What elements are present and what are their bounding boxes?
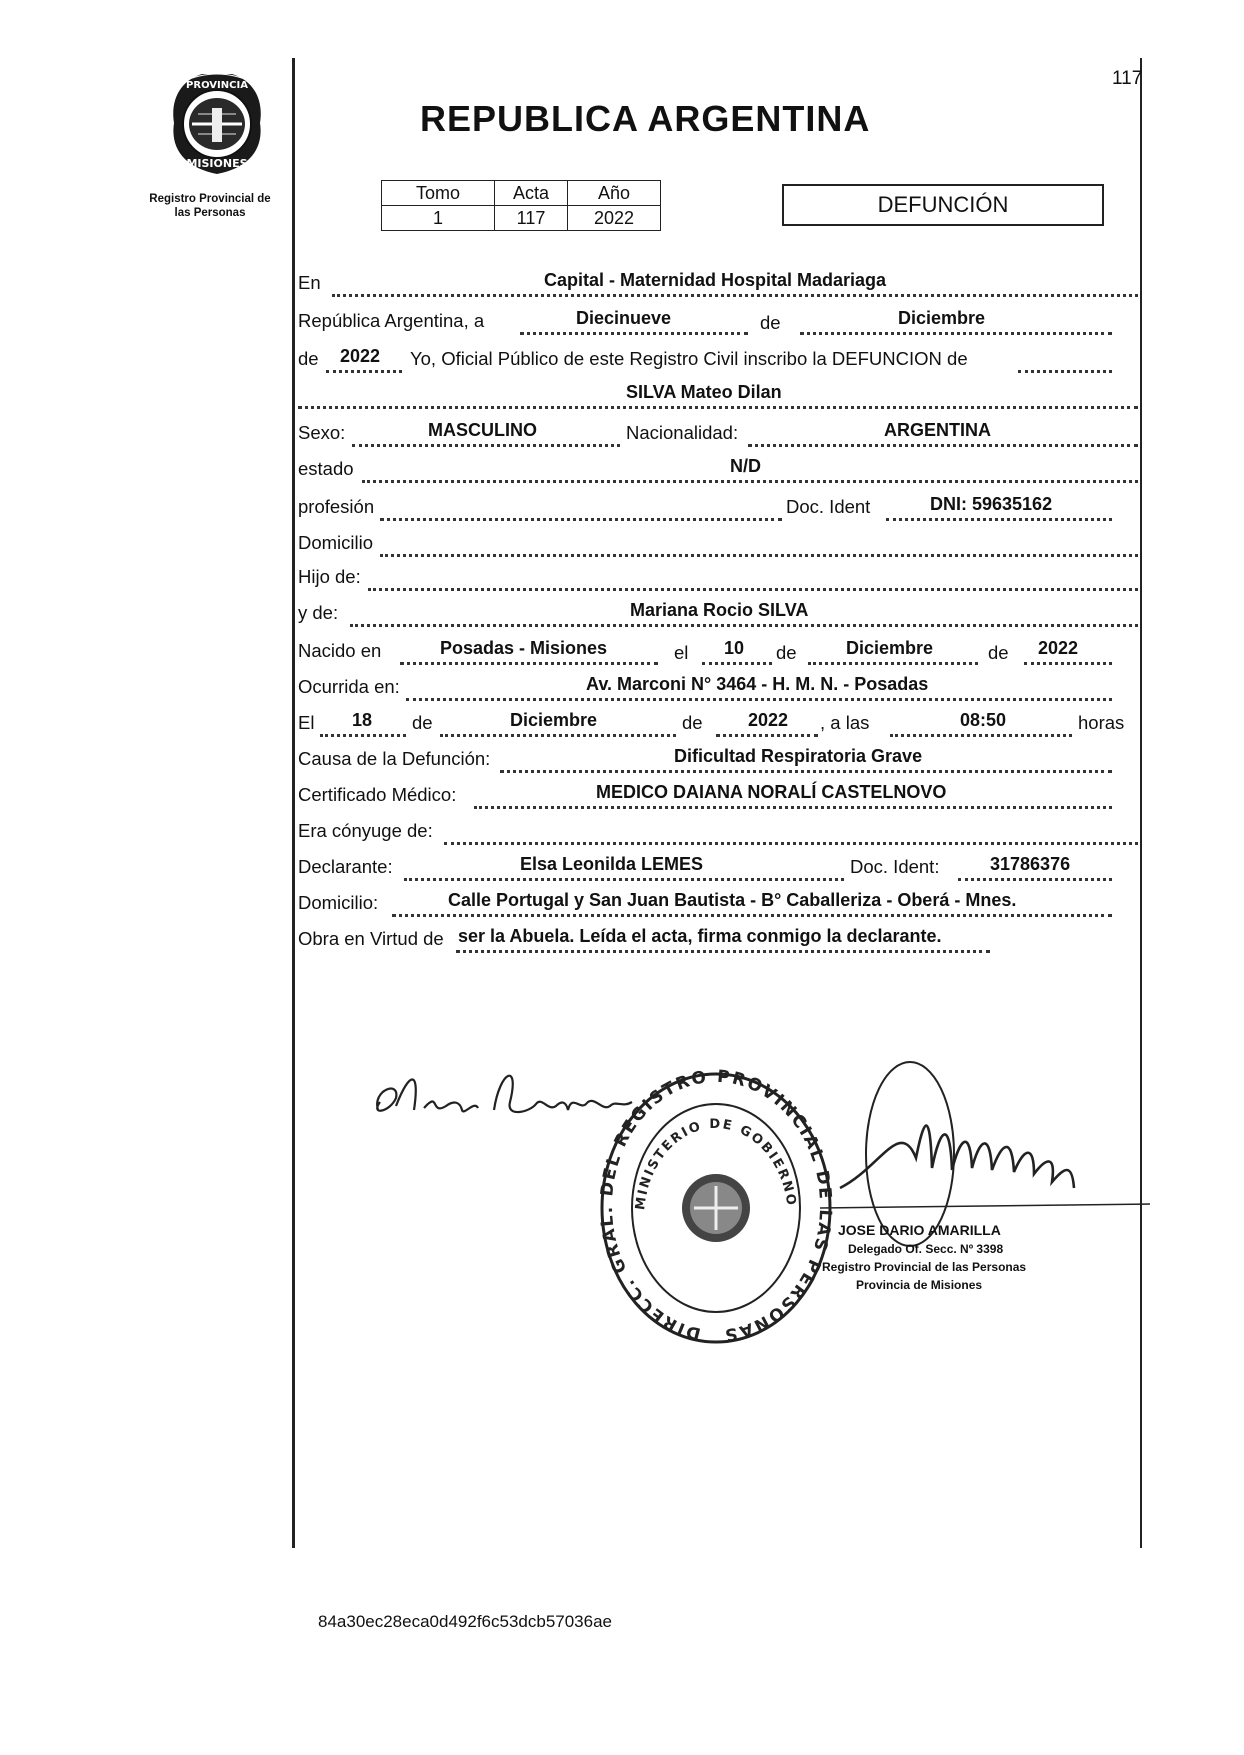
certificado-label: Certificado Médico: (298, 784, 457, 805)
death-year-value: 2022 (748, 710, 789, 730)
day-words-line (520, 332, 748, 335)
hijo-label: Hijo de: (298, 566, 361, 587)
birth-place-value: Posadas - Misiones (440, 638, 608, 658)
en-label: En (298, 272, 321, 293)
declarante-domicilio-line (392, 914, 1112, 917)
profesion-label: profesión (298, 496, 375, 517)
estado-line (362, 480, 1138, 483)
record-type-box: DEFUNCIÓN (782, 184, 1104, 226)
obra-label: Obra en Virtud de (298, 928, 444, 949)
de-label: de (760, 312, 781, 333)
month-value: Diciembre (898, 308, 986, 328)
nacido-label: Nacido en (298, 640, 382, 661)
declarante-line (404, 878, 844, 881)
stamp-inner-text: MINISTERIO DE GOBIERNO (633, 1116, 799, 1211)
causa-line (500, 770, 1112, 773)
certificado-value: MEDICO DAIANA NORALÍ CASTELNOVO (596, 782, 947, 802)
estado-label: estado (298, 458, 354, 479)
doc-ident2-label: Doc. Ident: (850, 856, 940, 877)
mother-line (350, 624, 1138, 627)
death-time-line (890, 734, 1072, 737)
conyuge-label: Era cónyuge de: (298, 820, 433, 841)
de2-label: de (298, 348, 319, 369)
doc-ident-value: DNI: 59635162 (930, 494, 1053, 514)
nacionalidad-value: ARGENTINA (884, 420, 991, 440)
official-text: Yo, Oficial Público de este Registro Civil inscribo la DEFUNCION de (410, 348, 968, 369)
official-name: JOSE DARIO AMARILLA (838, 1222, 1001, 1238)
record-table-value-anio: 2022 (568, 206, 661, 231)
official-text-line (1018, 370, 1112, 373)
record-table-header-acta: Acta (495, 181, 568, 206)
declarante-doc-value: 31786376 (990, 854, 1071, 874)
domicilio-label: Domicilio (298, 532, 374, 553)
certificado-line (474, 806, 1112, 809)
death-year-line (716, 734, 818, 737)
deceased-name-value: SILVA Mateo Dilan (626, 382, 782, 402)
el-label: el (674, 642, 689, 663)
doc-ident-label: Doc. Ident (786, 496, 871, 517)
record-table-value-tomo: 1 (382, 206, 495, 231)
de4-label: de (988, 642, 1009, 663)
registry-label-line2: las Personas (174, 207, 246, 219)
domicilio2-label: Domicilio: (298, 892, 379, 913)
horas-label: horas (1078, 712, 1125, 733)
logo-text-top: PROVINCIA (186, 80, 248, 91)
death-place-line (406, 698, 1112, 701)
de5-label: de (412, 712, 433, 733)
record-table-header-tomo: Tomo (382, 181, 495, 206)
stamp-outer-text: DIRECC. GRAL. DEL REGISTRO PROVINCIAL DE LAS PERSONAS (596, 1068, 836, 1345)
deceased-name-line (298, 406, 1138, 409)
sexo-value: MASCULINO (428, 420, 537, 440)
year-line (326, 370, 402, 373)
de3-label: de (776, 642, 797, 663)
place-line (332, 294, 1138, 297)
left-margin-rule (292, 58, 295, 1548)
el2-label: El (298, 712, 315, 733)
declarante-value: Elsa Leonilda LEMES (520, 854, 704, 874)
year-value: 2022 (340, 346, 381, 366)
republica-label: República Argentina, a (298, 310, 485, 331)
birth-year-value: 2022 (1038, 638, 1079, 658)
obra-value: ser la Abuela. Leída el acta, firma conmigo la declarante. (458, 926, 942, 946)
nacionalidad-line (748, 444, 1138, 447)
birth-day-value: 10 (724, 638, 745, 658)
logo-text-bottom: MISIONES (186, 157, 248, 170)
birth-month-line (808, 662, 978, 665)
page-number: 117 (1112, 68, 1143, 89)
death-day-value: 18 (352, 710, 373, 730)
birth-place-line (400, 662, 658, 665)
conyuge-line (444, 842, 1138, 845)
hijo-line (368, 588, 1138, 591)
de6-label: de (682, 712, 703, 733)
official-stamp (596, 1068, 836, 1348)
official-signature (820, 1058, 1150, 1248)
birth-day-line (702, 662, 772, 665)
day-words-value: Diecinueve (576, 308, 672, 328)
sexo-label: Sexo: (298, 422, 346, 443)
death-day-line (320, 734, 406, 737)
causa-value: Dificultad Respiratoria Grave (674, 746, 923, 766)
estado-value: N/D (730, 456, 761, 476)
y-de-label: y de: (298, 602, 339, 623)
record-table-header-anio: Año (568, 181, 661, 206)
registry-logo-icon (162, 68, 272, 178)
ocurrida-label: Ocurrida en: (298, 676, 400, 697)
birth-year-line (1024, 662, 1112, 665)
nacionalidad-label: Nacionalidad: (626, 422, 739, 443)
obra-line (456, 950, 990, 953)
death-month-value: Diciembre (510, 710, 598, 730)
declarante-domicilio-value: Calle Portugal y San Juan Bautista - B° Caballeriza - Oberá - Mnes. (448, 890, 1017, 910)
month-line (800, 332, 1112, 335)
record-table-value-acta: 117 (495, 206, 568, 231)
place-value: Capital - Maternidad Hospital Madariaga (544, 270, 887, 290)
profesion-line (380, 518, 782, 521)
official-line2: Registro Provincial de las Personas (822, 1260, 1027, 1274)
death-time-value: 08:50 (960, 710, 1007, 730)
document-hash: 84a30ec28eca0d492f6c53dcb57036ae (318, 1612, 612, 1631)
record-table (381, 180, 661, 231)
death-month-line (440, 734, 676, 737)
registry-logo (162, 68, 272, 178)
declarante-label: Declarante: (298, 856, 393, 877)
causa-label: Causa de la Defunción: (298, 748, 491, 769)
doc-ident-line (886, 518, 1112, 521)
sexo-line (352, 444, 620, 447)
official-signature-graphic (820, 1058, 1150, 1248)
right-margin-rule (1140, 58, 1142, 1548)
mother-value: Mariana Rocio SILVA (630, 600, 809, 620)
official-stamp-seal (596, 1068, 836, 1348)
declarante-doc-line (958, 878, 1112, 881)
birth-month-value: Diciembre (846, 638, 934, 658)
registry-label (130, 192, 290, 220)
registry-label-line1: Registro Provincial de (149, 193, 271, 205)
a-las-label: , a las (820, 712, 870, 733)
domicilio-line (380, 554, 1138, 557)
page-title: REPUBLICA ARGENTINA (420, 98, 871, 139)
official-line1: Delegado Of. Secc. Nº 3398 (848, 1242, 1004, 1256)
official-line3: Provincia de Misiones (856, 1278, 983, 1292)
death-place-value: Av. Marconi N° 3464 - H. M. N. - Posadas (586, 674, 929, 694)
